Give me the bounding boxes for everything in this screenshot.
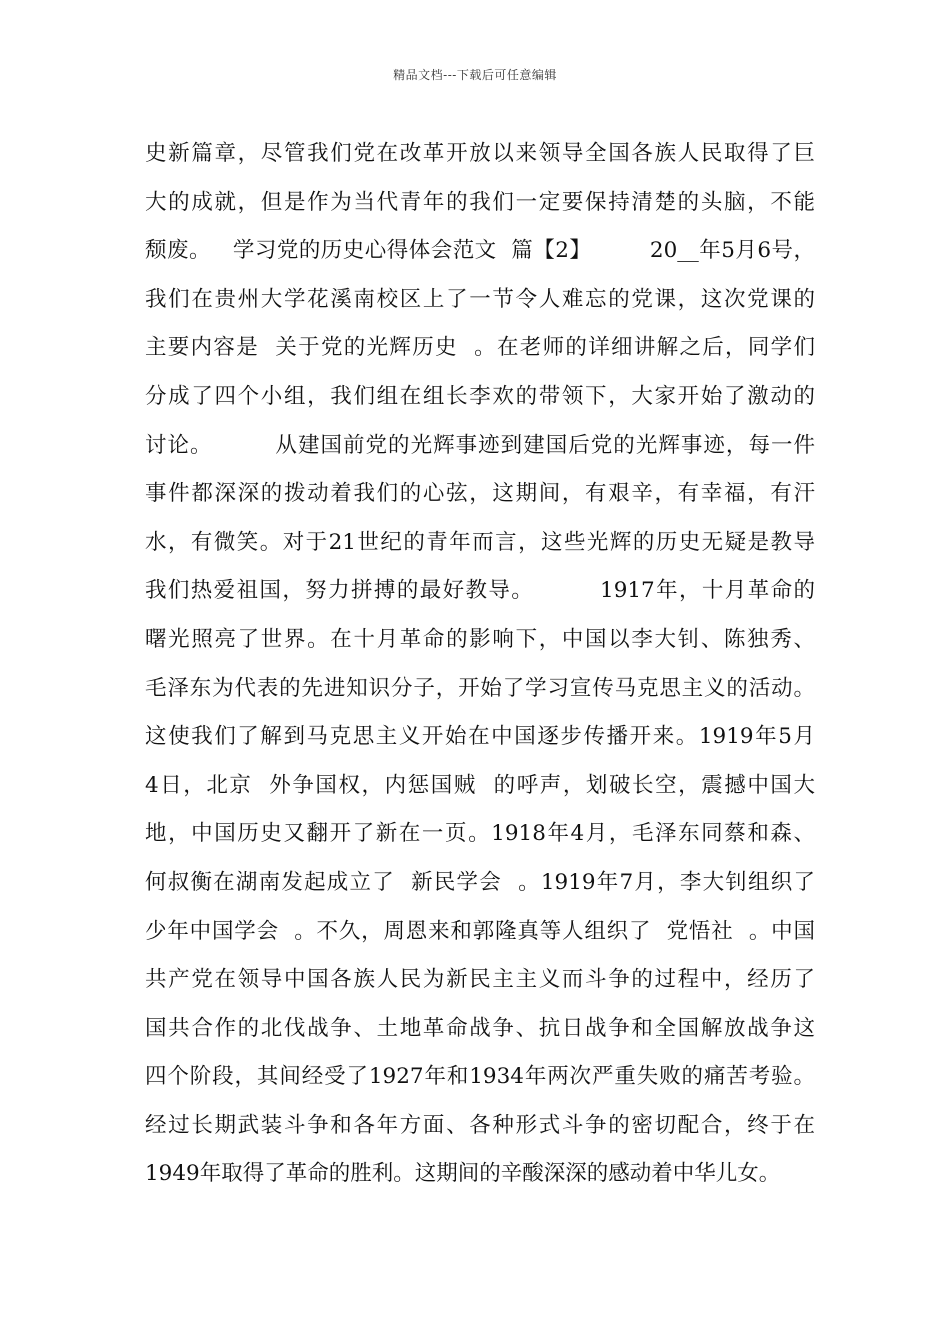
text-line: 讨论。 从建国前党的光辉事迹到建国后党的光辉事迹，每一件: [145, 432, 815, 458]
text-line: 何叔衡在湖南发起成立了 新民学会 。1919年7月，李大钊组织了: [145, 869, 815, 895]
text-line: 事件都深深的拨动着我们的心弦，这期间，有艰辛，有幸福，有汗: [145, 481, 815, 507]
text-line: 大的成就，但是作为当代青年的我们一定要保持清楚的头脑，不能: [145, 189, 815, 215]
text-line: 水，有微笑。对于21世纪的青年而言，这些光辉的历史无疑是教导: [145, 529, 815, 555]
body-text: [145, 130, 815, 1199]
text-line: 史新篇章，尽管我们党在改革开放以来领导全国各族人民取得了巨: [145, 141, 815, 166]
text-line: 我们热爱祖国，努力拼搏的最好教导。 1917年，十月革命的: [145, 578, 815, 604]
page-header: 精品文档---下载后可任意编辑: [393, 68, 557, 82]
text-line: 4日，北京 外争国权，内惩国贼 的呼声，划破长空，震撼中国大: [145, 772, 815, 798]
text-line: 国共合作的北伐战争、土地革命战争、抗日战争和全国解放战争这: [145, 1015, 815, 1041]
text-line: 经过长期武装斗争和各年方面、各种形式斗争的密切配合，终于在: [145, 1112, 815, 1138]
text-line: 1949年取得了革命的胜利。这期间的辛酸深深的感动着中华儿女。: [145, 1161, 781, 1187]
text-line: 毛泽东为代表的先进知识分子，开始了学习宣传马克思主义的活动。: [145, 675, 815, 701]
text-line: 地，中国历史又翻开了新在一页。1918年4月，毛泽东同蔡和森、: [145, 821, 815, 847]
text-line: 分成了四个小组，我们组在组长李欢的带领下，大家开始了激动的: [145, 383, 815, 409]
text-line: 主要内容是 关于党的光辉历史 。在老师的详细讲解之后，同学们: [145, 335, 815, 361]
text-line: 这使我们了解到马克思主义开始在中国逐步传播开来。1919年5月: [145, 724, 815, 750]
text-line: 四个阶段，其间经受了1927年和1934年两次严重失败的痛苦考验。: [145, 1064, 815, 1090]
text-line: 少年中国学会 。不久，周恩来和郭隆真等人组织了 党悟社 。中国: [145, 918, 815, 944]
text-line: 共产党在领导中国各族人民为新民主主义而斗争的过程中，经历了: [145, 967, 815, 993]
text-line: 我们在贵州大学花溪南校区上了一节令人难忘的党课，这次党课的: [145, 286, 815, 312]
text-line: 曙光照亮了世界。在十月革命的影响下，中国以李大钊、陈独秀、: [145, 626, 815, 652]
text-line: 颓废。 学习党的历史心得体会范文 篇【2】 20__年5月6号，: [145, 238, 815, 264]
